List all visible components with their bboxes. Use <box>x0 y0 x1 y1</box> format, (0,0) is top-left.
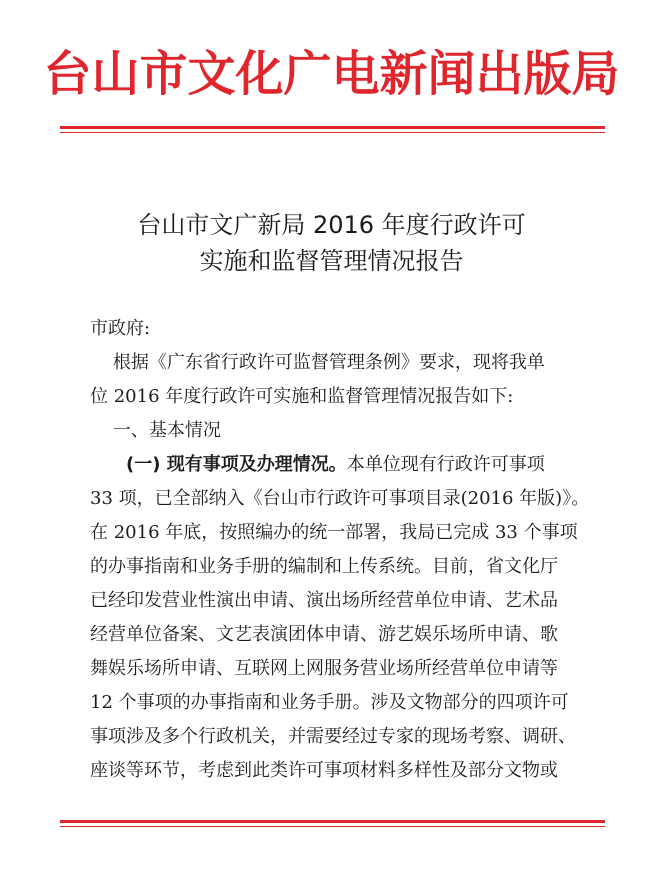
letterhead-top-rule-thin <box>60 132 605 133</box>
body-line: 已经印发营业性演出申请、演出场所经营单位申请、艺术品 <box>90 590 558 611</box>
body-line: 经营单位备案、文艺表演团体申请、游艺娱乐场所申请、歌 <box>90 624 558 645</box>
salutation: 市政府: <box>90 318 151 339</box>
section-heading: 一、基本情况 <box>90 420 221 441</box>
body-line: 12 个事项的办事指南和业务手册。涉及文物部分的四项许可 <box>90 692 569 713</box>
body-line: 的办事指南和业务手册的编制和上传系统。目前，省文化厅 <box>90 556 558 577</box>
subsection-first-tail: 本单位现有行政许可事项 <box>346 454 545 475</box>
letterhead-top-rule <box>60 126 605 129</box>
letterhead <box>0 44 663 104</box>
subsection-heading: (一) 现有事项及办理情况。 <box>126 454 347 475</box>
body-line: 事项涉及多个行政机关，并需要经过专家的现场考察、调研、 <box>90 726 576 747</box>
report-body <box>90 312 588 788</box>
body-line: 33 项，已全部纳入《台山市行政许可事项目录(2016 年版)》。 <box>90 488 590 509</box>
footer-rule <box>60 820 605 823</box>
body-line: 座谈等环节，考虑到此类许可事项材料多样性及部分文物或 <box>90 760 558 781</box>
report-title-line2: 实施和监督管理情况报告 <box>199 247 464 275</box>
subsection-first-line <box>90 448 588 482</box>
body-line: 根据《广东省行政许可监督管理条例》要求，现将我单 <box>90 352 545 373</box>
body-line: 位 2016 年度行政许可实施和监督管理情况报告如下: <box>90 386 514 407</box>
body-line: 在 2016 年底，按照编办的统一部署，我局已完成 33 个事项 <box>90 522 578 543</box>
footer-rule-thin <box>60 826 605 827</box>
body-line: 舞娱乐场所申请、互联网上网服务营业场所经营单位申请等 <box>90 658 558 679</box>
report-title-line1: 台山市文广新局 2016 年度行政许可 <box>137 211 526 239</box>
letterhead-org-name: 台山市文化广电新闻出版局 <box>43 46 620 102</box>
